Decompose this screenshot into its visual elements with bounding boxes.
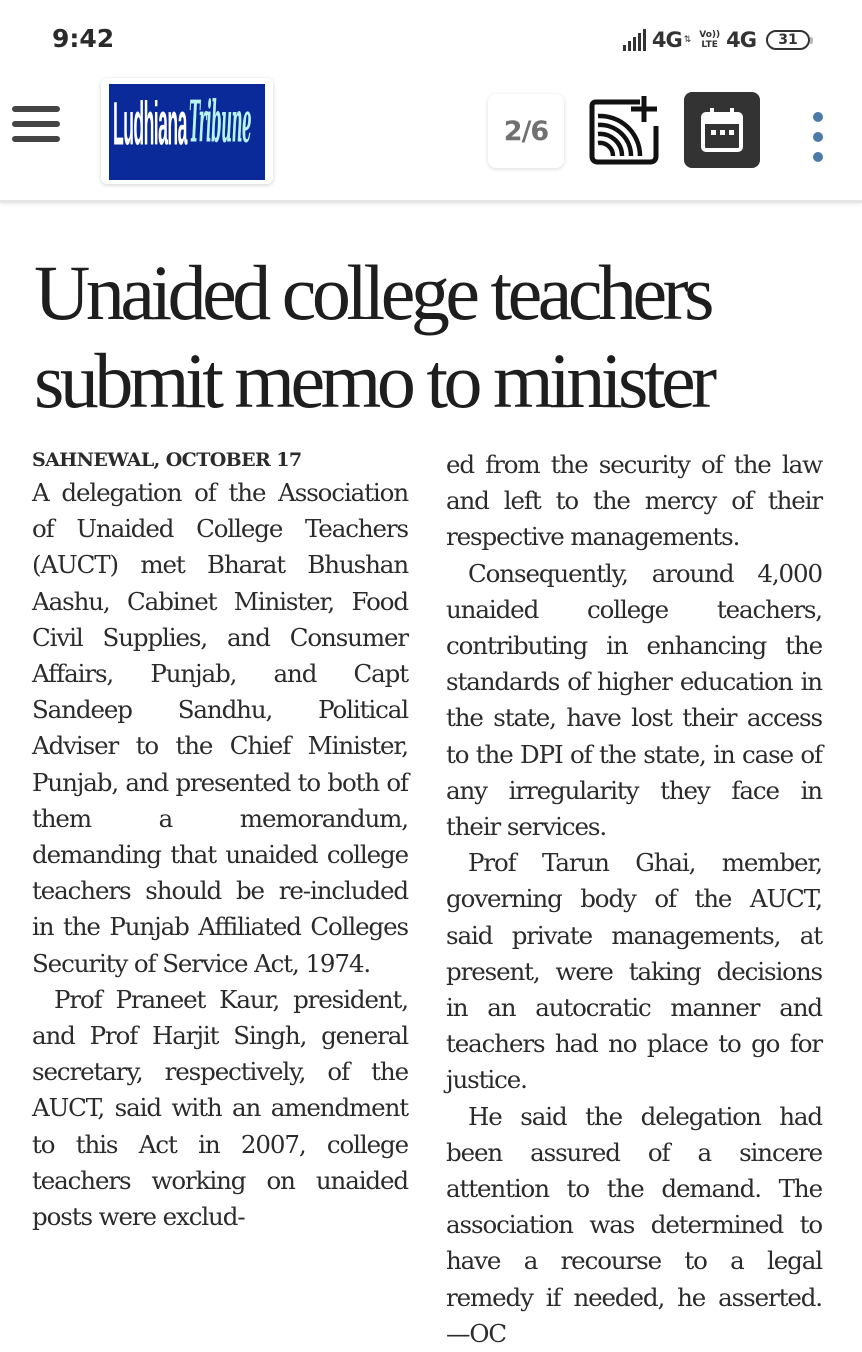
page-counter-button[interactable] bbox=[488, 94, 564, 168]
article-paragraph: A delegation of the Association of Unaided College Teachers (AUCT) met Bharat Bhushan Aashu, Cabinet Minister, Food Civil Supplies, and Consumer Affairs, Punjab, and Capt Sandeep Sandhu, Political Adviser to the Chief Minister, Punjab, and presented to both of them a memorandum, demanding that unaided college teachers should be re-included in the Punjab Affiliated Colleges Security of Service Act, 1974. bbox=[32, 478, 408, 978]
rss-add-icon[interactable] bbox=[588, 92, 662, 166]
data-arrows-icon: ⇅ bbox=[683, 35, 692, 45]
calendar-icon[interactable] bbox=[684, 92, 760, 168]
article-clipping bbox=[0, 203, 862, 1348]
network-type-1: 4G bbox=[651, 28, 682, 52]
volte-icon bbox=[699, 30, 720, 50]
article-headline: Unaided college teachers submit memo to minister bbox=[34, 249, 713, 424]
app-header bbox=[0, 76, 862, 203]
logo-banner bbox=[109, 84, 265, 180]
logo-text-ludhiana: Ludhiana bbox=[113, 89, 187, 158]
status-bar bbox=[0, 0, 862, 76]
signal-icon bbox=[623, 29, 646, 51]
hamburger-menu-icon[interactable] bbox=[12, 102, 60, 146]
article-paragraph: He said the delegation had been assured of a sincere attention to the demand. The association was determined to have a recourse to a legal remedy if needed, he asserted. —OC bbox=[446, 1101, 822, 1348]
network-type-2: 4G bbox=[726, 28, 756, 52]
article-paragraph: Prof Tarun Ghai, member, governing body of the AUCT, said private managements, at present, were taking decisions in an autocratic manner and teachers had no place to go for justice. bbox=[446, 848, 822, 1095]
article-paragraph: Prof Praneet Kaur, president, and Prof Harjit Singh, general secretary, respectively, of the AUCT, said with an amendment to this Act in 2007, college teachers working on unaided posts were exclud- bbox=[32, 984, 408, 1232]
logo-text-tribune: Tribune bbox=[189, 90, 252, 157]
article-column-left bbox=[32, 447, 408, 1235]
status-icons bbox=[623, 26, 810, 54]
status-time: 9:42 bbox=[52, 24, 115, 53]
article-dateline: SAHNEWAL, OCTOBER 17 bbox=[32, 449, 302, 471]
battery-level: 31 bbox=[778, 32, 798, 48]
article-column-right bbox=[446, 447, 822, 1352]
page-counter-label: 2/6 bbox=[503, 115, 549, 147]
more-vertical-icon[interactable] bbox=[806, 112, 830, 162]
battery-icon bbox=[766, 30, 810, 50]
volte-bottom: LTE bbox=[701, 40, 718, 50]
publication-logo[interactable] bbox=[101, 78, 273, 184]
article-paragraph: Consequently, around 4,000 unaided college teachers, contributing in enhancing the standards of higher education in the state, have lost their access to the DPI of the state, in case of any irregularity they face in their services. bbox=[446, 558, 822, 842]
volte-top: Vo)) bbox=[699, 30, 721, 40]
article-paragraph: ed from the security of the law and left to the mercy of their respective managements. bbox=[446, 450, 822, 552]
